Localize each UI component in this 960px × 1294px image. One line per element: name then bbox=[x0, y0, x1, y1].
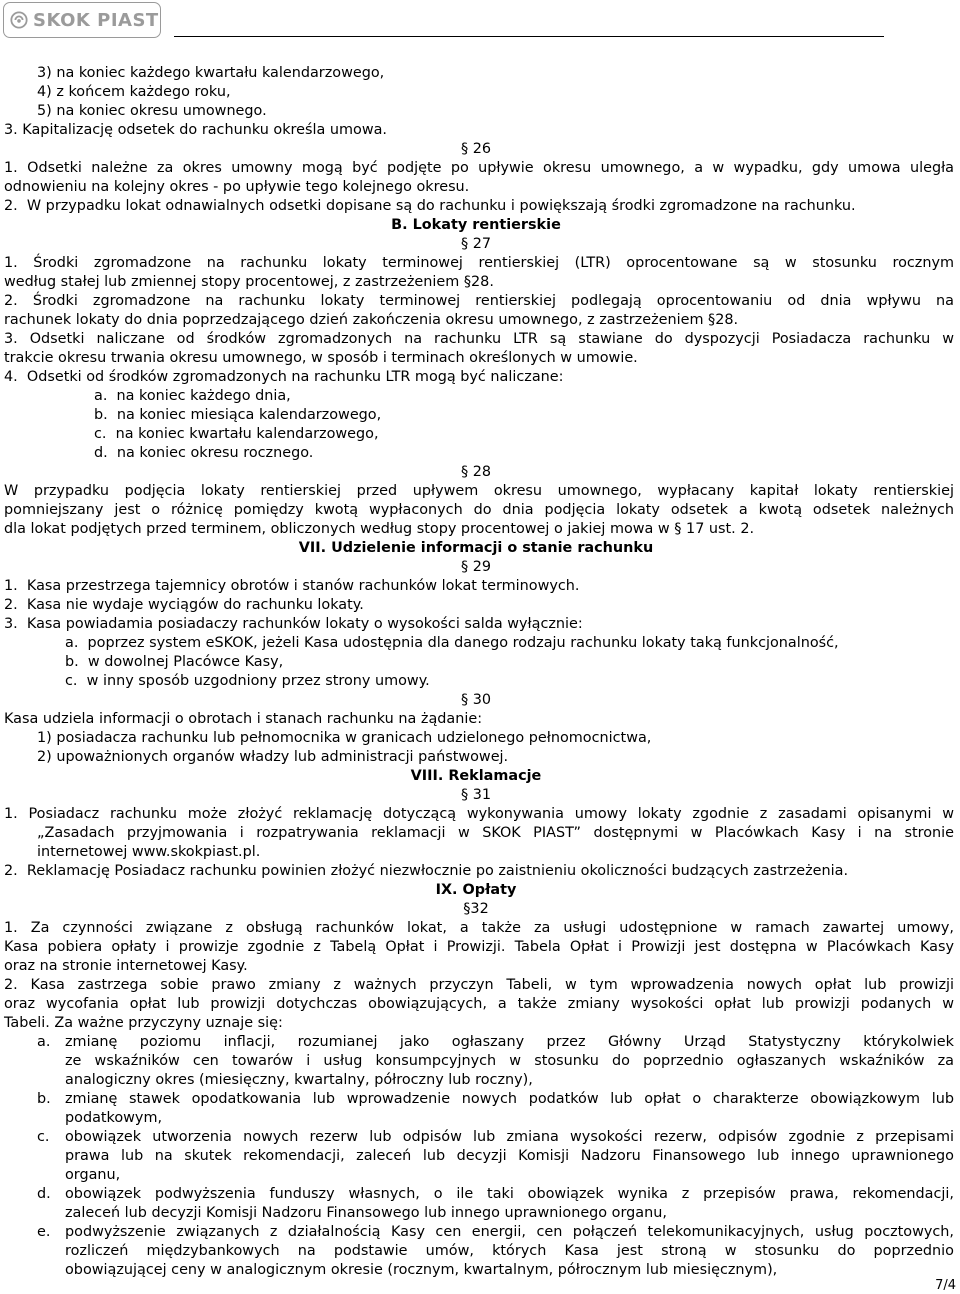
list-marker: e. bbox=[37, 1224, 51, 1240]
section-heading: § 31 bbox=[460, 787, 492, 803]
text-line: 5) na koniec okresu umownego. bbox=[37, 103, 267, 119]
text-line: 4) z końcem każdego roku, bbox=[37, 84, 231, 100]
chapter-heading: VIII. Reklamacje bbox=[410, 768, 542, 784]
list-item: obowiązek utworzenia nowych rezerw lub odpisów lub zmiana wysokości rezerw, odpisów zgodnie z przepisami bbox=[65, 1129, 954, 1145]
text-line: odnowieniu na kolejny okres - po upływie tego kolejnego okresu. bbox=[4, 179, 470, 195]
text-line: oraz na stronie internetowej Kasy. bbox=[4, 958, 248, 974]
list-item: 1) posiadacza rachunku lub pełnomocnika w granicach udzielonego pełnomocnictwa, bbox=[37, 730, 652, 746]
text-line: Tabeli. Za ważne przyczyny uznaje się: bbox=[4, 1015, 283, 1031]
text-line: oraz wycofania opłat lub prowizji dotychczas obowiązujących, a także zmiany wysokości opłat lub prowizji podanych w bbox=[4, 996, 954, 1012]
text-line: Kasa pobiera opłaty i prowizje zgodnie z Tabelą Opłat i Prowizji. Tabela Opłat i Prowizji jest dostępna w Placówkach Kasy bbox=[4, 939, 954, 955]
chapter-heading: IX. Opłaty bbox=[435, 882, 517, 898]
list-item: c. w inny sposób uzgodniony przez strony umowy. bbox=[65, 673, 430, 689]
list-item: prawa lub na skutek rekomendacji, zaleceń lub decyzji Komisji Nadzoru Finansowego lub innego uprawnionego bbox=[65, 1148, 954, 1164]
list-marker: b. bbox=[37, 1091, 51, 1107]
text-line: W przypadku podjęcia lokaty rentierskiej przed upływem okresu umownego, wypłacany kapitał lokaty rentierskiej bbox=[4, 483, 954, 499]
list-item: zaleceń lub decyzji Komisji Nadzoru Finansowego lub innego uprawnionego organu, bbox=[65, 1205, 667, 1221]
list-marker: a. bbox=[37, 1034, 51, 1050]
text-line: 2. Środki zgromadzone na rachunku lokaty terminowej rentierskiej podlegają oprocentowaniu od dnia wpływu na bbox=[4, 293, 954, 309]
text-line: 1. Kasa przestrzega tajemnicy obrotów i stanów rachunków lokat terminowych. bbox=[4, 578, 580, 594]
skok-piast-logo bbox=[3, 2, 161, 38]
text-line: 1. Środki zgromadzone na rachunku lokaty terminowej rentierskiej (LTR) oprocentowane są w stosunku rocznym bbox=[4, 255, 954, 271]
text-line: 3. Odsetki naliczane od środków zgromadzonych na rachunku LTR są stawiane do dyspozycji Posiadacza rachunku w bbox=[4, 331, 954, 347]
text-line: 1. Odsetki należne za okres umowny mogą być podjęte po upływie okresu umownego, a w wypadku, gdy umowa uległa bbox=[4, 160, 954, 176]
logo-mark-icon bbox=[10, 11, 28, 29]
list-item: zmianę poziomu inflacji, rozumianej jako ogłaszany przez Główny Urząd Statystyczny którykolwiek bbox=[65, 1034, 954, 1050]
section-heading: § 30 bbox=[460, 692, 492, 708]
list-item: obowiązującej ceny w analogicznym okresie (rocznym, kwartalnym, półrocznym lub miesięcznym), bbox=[65, 1262, 778, 1278]
text-line: 2. W przypadku lokat odnawialnych odsetki dopisane są do rachunku i powiększają środki zgromadzone na rachunku. bbox=[4, 198, 856, 214]
text-line: 2. Kasa nie wydaje wyciągów do rachunku lokaty. bbox=[4, 597, 364, 613]
list-item: c. na koniec kwartału kalendarzowego, bbox=[94, 426, 379, 442]
list-item: b. na koniec miesiąca kalendarzowego, bbox=[94, 407, 382, 423]
list-item: b. w dowolnej Placówce Kasy, bbox=[65, 654, 284, 670]
list-item: a. na koniec każdego dnia, bbox=[94, 388, 291, 404]
text-line: „Zasadach przyjmowania i rozpatrywania reklamacji w SKOK PIAST” dostępnymi w Placówkach Kasy i na stronie bbox=[37, 825, 954, 841]
list-item: 2) upoważnionych organów władzy lub administracji państwowej. bbox=[37, 749, 509, 765]
text-line: według stałej lub zmiennej stopy procentowej, z zastrzeżeniem §28. bbox=[4, 274, 494, 290]
list-item: analogiczny okres (miesięczny, kwartalny, półroczny lub roczny), bbox=[65, 1072, 533, 1088]
list-item: a. poprzez system eSKOK, jeżeli Kasa udostępnia dla danego rodzaju rachunku lokaty taką funkcjonalność, bbox=[65, 635, 839, 651]
text-line: 3. Kapitalizację odsetek do rachunku określa umowa. bbox=[4, 122, 387, 138]
section-heading: § 26 bbox=[460, 141, 492, 157]
list-item: ze wskaźników cen towarów i usług konsumpcyjnych w stosunku do poprzednio ogłaszanych wskaźników za bbox=[65, 1053, 954, 1069]
logo-text: SKOK PIAST bbox=[33, 9, 159, 31]
chapter-heading: VII. Udzielenie informacji o stanie rachunku bbox=[298, 540, 654, 556]
section-heading: §32 bbox=[463, 901, 489, 917]
header-divider bbox=[174, 36, 884, 37]
text-line: dla lokat podjętych przed terminem, obliczonych według stopy procentowej o jakiej mowa w § 17 ust. 2. bbox=[4, 521, 755, 537]
text-line: 2. Kasa zastrzega sobie prawo zmiany z ważnych przyczyn Tabeli, w tym wprowadzenia nowych opłat lub prowizji bbox=[4, 977, 954, 993]
text-line: 2. Reklamację Posiadacz rachunku powinien złożyć niezwłocznie po zaistnieniu okoliczności budzących zastrzeżenia. bbox=[4, 863, 849, 879]
list-marker: d. bbox=[37, 1186, 51, 1202]
text-line: 3) na koniec każdego kwartału kalendarzowego, bbox=[37, 65, 385, 81]
section-heading: § 27 bbox=[460, 236, 492, 252]
text-line: trakcie okresu trwania okresu umownego, w sposób i terminach określonych w umowie. bbox=[4, 350, 638, 366]
list-marker: c. bbox=[37, 1129, 50, 1145]
section-heading: § 29 bbox=[460, 559, 492, 575]
text-line: pomniejszany jest o różnicę pomiędzy kwotą wypłaconych do dnia podjęcia lokaty odsetek a kwotą odsetek należnych bbox=[4, 502, 954, 518]
section-heading: § 28 bbox=[460, 464, 492, 480]
text-line: rachunek lokaty do dnia poprzedzającego dzień zakończenia okresu umownego, z zastrzeżeniem §28. bbox=[4, 312, 739, 328]
chapter-heading: B. Lokaty rentierskie bbox=[391, 217, 561, 233]
list-item: organu, bbox=[65, 1167, 121, 1183]
list-item: d. na koniec okresu rocznego. bbox=[94, 445, 314, 461]
text-line: internetowej www.skokpiast.pl. bbox=[37, 844, 261, 860]
list-item: podwyższenie związanych z działalnością Kasy cen energii, cen połączeń telekomunikacyjnych, usług pocztowych, bbox=[65, 1224, 954, 1240]
text-line: 3. Kasa powiadamia posiadaczy rachunków lokaty o wysokości salda wyłącznie: bbox=[4, 616, 583, 632]
text-line: 1. Za czynności związane z obsługą rachunków lokat, a także za usługi udostępnione w ramach zawartej umowy, bbox=[4, 920, 954, 936]
list-item: obowiązek podwyższenia funduszy własnych, o ile taki obowiązek wynika z przepisów prawa, rekomendacji, bbox=[65, 1186, 954, 1202]
page-number: 7/4 bbox=[935, 1278, 956, 1293]
text-line: 1. Posiadacz rachunku może złożyć reklamację dotyczącą wykonywania umowy lokaty zgodnie z zasadami opisanymi w bbox=[4, 806, 954, 822]
list-item: rozliczeń międzybankowych na podstawie umów, których Kasa jest stroną w stosunku do poprzednio bbox=[65, 1243, 954, 1259]
list-item: podatkowym, bbox=[65, 1110, 163, 1126]
text-line: 4. Odsetki od środków zgromadzonych na rachunku LTR mogą być naliczane: bbox=[4, 369, 564, 385]
text-line: Kasa udziela informacji o obrotach i stanach rachunku na żądanie: bbox=[4, 711, 483, 727]
list-item: zmianę stawek opodatkowania lub wprowadzenie nowych podatków lub opłat o charakterze obowiązkowym lub bbox=[65, 1091, 954, 1107]
